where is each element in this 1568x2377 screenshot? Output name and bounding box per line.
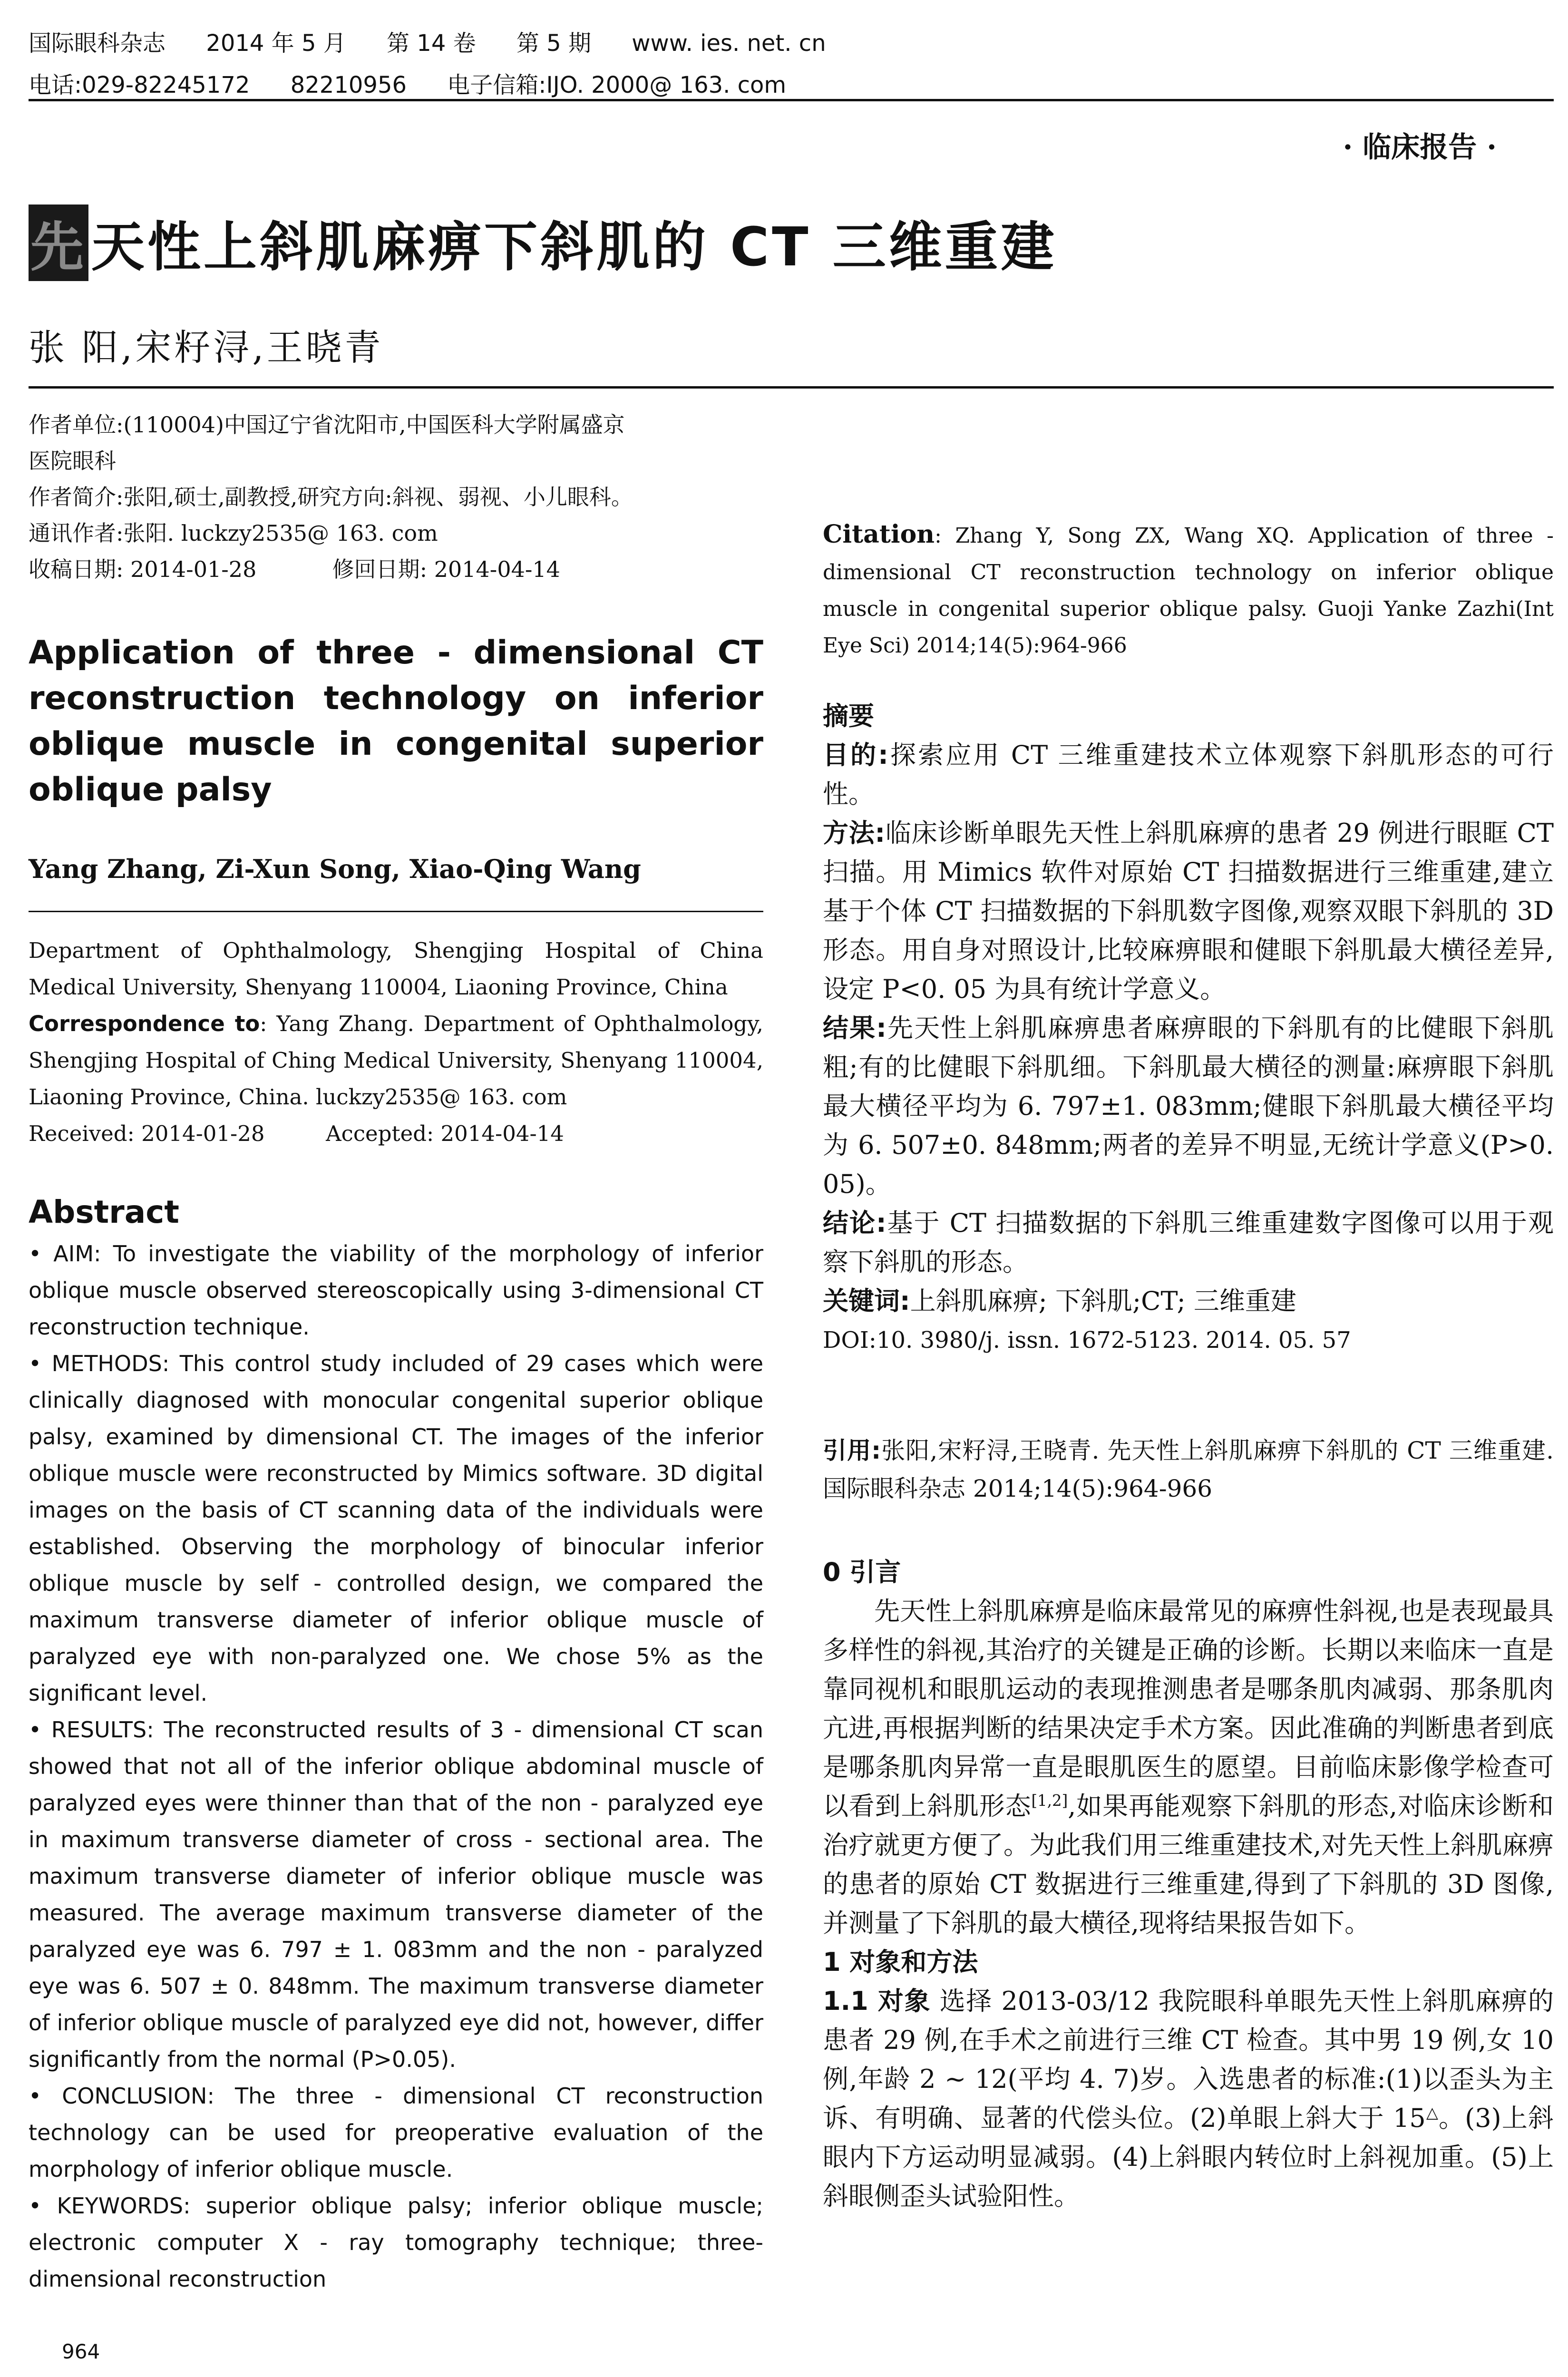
journal-email[interactable]: 电子信箱:IJO. 2000@ 163. com	[447, 72, 787, 98]
keywords-label: • KEYWORDS	[29, 2193, 184, 2219]
methods-cn-label: 方法:	[823, 818, 886, 848]
dates-cn	[29, 551, 763, 587]
aim-cn-label: 目的:	[823, 740, 888, 770]
results-cn-label: 结果:	[823, 1013, 886, 1043]
abstract-methods	[29, 1345, 763, 1712]
journal-name: 国际眼科杂志	[29, 30, 166, 57]
section-tag: · 临床报告 ·	[1343, 131, 1497, 164]
aim-label: • AIM	[29, 1241, 94, 1266]
citation-en	[823, 516, 1554, 664]
introduction	[823, 1553, 1554, 2216]
methods-subjects-paragraph	[823, 1982, 1554, 2216]
intro-paragraph	[823, 1592, 1554, 1943]
aim-cn-text: 探索应用 CT 三维重建技术立体观察下斜肌形态的可行性。	[823, 740, 1554, 809]
phone-1: 电话:029-82245172	[29, 72, 250, 98]
citation-text: : Zhang Y, Song ZX, Wang XQ. Application of three - dimensional CT reconstruction technology on inferior oblique muscle in congenital superior oblique palsy. Guoji Yanke Zazhi(Int Eye Sci) 2014;14(5):964-966	[823, 524, 1554, 658]
title-rest: 天性上斜肌麻痹下斜肌的 CT 三维重建	[91, 216, 1057, 278]
keywords-text: : superior oblique palsy; inferior oblique muscle; electronic computer X - ray tomography technique; three-dimensional reconstruction	[29, 2193, 764, 2292]
subjects-text-a: 选择 2013-03/12 我院眼科单眼先天性上斜肌麻痹的患者 29 例,在手术之前进行三维 CT 检查。其中男 19 例,女 10 例,年龄 2 ~ 12(平均 4. 7)岁。入选患者的标准:(1)以歪头为主诉、有明确、显著的代偿头位。(2)单眼上斜大于 15	[823, 1986, 1554, 2133]
conclusion-cn-text: 基于 CT 扫描数据的下斜肌三维重建数字图像可以用于观察下斜肌的形态。	[823, 1208, 1554, 1277]
affiliation-cn-1: 作者单位:(110004)中国辽宁省沈阳市,中国医科大学附属盛京	[29, 412, 625, 438]
abstract-en	[29, 1236, 763, 2298]
keywords-cn-text: 上斜肌麻痹; 下斜肌;CT; 三维重建	[910, 1286, 1296, 1316]
abstract-conclusion	[29, 2078, 763, 2188]
conclusion-label: • CONCLUSION	[29, 2083, 207, 2109]
abstract-cn-conclusion	[823, 1204, 1554, 1282]
abstract-cn-aim	[823, 736, 1554, 814]
abstract-results	[29, 1712, 763, 2078]
results-text: : The reconstructed results of 3 - dimensional CT scan showed that not all of the inferior oblique abdominal muscle of paralyzed eyes were thinner than that of the non - paralyzed eye in maximum transverse diameter of cross - sectional area. The maximum transverse diameter of inferior oblique muscle was measured. The average maximum transverse diameter of the paralyzed eye was 6. 797 ± 1. 083mm and the non - paralyzed eye was 6. 507 ± 0. 848mm. The maximum transverse diameter of inferior oblique muscle of paralyzed eye did not, however, differ significantly from the normal (P>0.05).	[29, 1717, 763, 2072]
article-title	[29, 205, 1057, 281]
dates-en	[29, 1115, 763, 1152]
keywords-cn-label: 关键词:	[823, 1286, 910, 1316]
abstract-cn-methods	[823, 814, 1554, 1009]
affiliation-en	[29, 932, 763, 1152]
intro-reference[interactable]: [1,2]	[1031, 1792, 1068, 1810]
abstract-cn-keywords	[823, 1282, 1554, 1321]
revised-cn: 修回日期: 2014-04-14	[332, 556, 560, 582]
issue-number: 第 5 期	[516, 30, 591, 57]
intro-text-b: ,如果再能观察下斜肌的形态,对临床诊断和治疗就更方便了。为此我们用三维重建技术,对先天性上斜肌麻痹的患者的原始 CT 数据进行三维重建,得到了下斜肌的 3D 图像,并测量了下斜肌的最大横径,现将结果报告如下。	[823, 1791, 1554, 1938]
affiliation-cn-2: 医院眼科	[29, 448, 116, 474]
correspondence-en-label: Correspondence to	[29, 1011, 260, 1036]
received-cn: 收稿日期: 2014-01-28	[29, 556, 257, 582]
authors-cn: 张 阳,宋籽浔,王晓青	[29, 326, 384, 369]
results-cn-text: 先天性上斜肌麻痹患者麻痹眼的下斜肌有的比健眼下斜肌粗;有的比健眼下斜肌细。下斜肌最大横径的测量:麻痹眼下斜肌最大横径平均为 6. 797±1. 083mm;健眼下斜肌最大横径平均为 6. 507±0. 848mm;两者的差异不明显,无统计学意义(P>0. 05)。	[823, 1013, 1554, 1199]
subjects-label: 1.1 对象	[823, 1986, 931, 2016]
conclusion-text: : The three - dimensional CT reconstruction technology can be used for preoperative evaluation of the morphology of inferior oblique muscle.	[29, 2083, 763, 2182]
bio-cn: 作者简介:张阳,硕士,副教授,研究方向:斜视、弱视、小儿眼科。	[29, 484, 633, 510]
methods-label: • METHODS	[29, 1351, 162, 1376]
intro-text-a: 先天性上斜肌麻痹是临床最常见的麻痹性斜视,也是表现最具多样性的斜视,其治疗的关键是正确的诊断。长期以来临床一直是靠同视机和眼肌运动的表现推测患者是哪条肌肉减弱、那条肌肉亢进,再根据判断的结果决定手术方案。因此准确的判断患者到底是哪条肌肉异常一直是眼肌医生的愿望。目前临床影像学检查可以看到上斜肌形态	[823, 1596, 1554, 1821]
volume: 第 14 卷	[387, 30, 476, 57]
journal-header-line-1	[29, 25, 859, 58]
english-authors-rule	[29, 911, 763, 912]
intro-heading: 0 引言	[823, 1557, 901, 1587]
citation-cn	[823, 1432, 1554, 1508]
received-en: Received: 2014-01-28	[29, 1121, 265, 1146]
header-rule	[29, 99, 1554, 101]
journal-header-line-2	[29, 67, 819, 99]
abstract-cn	[823, 697, 1554, 1360]
abstract-cn-results	[823, 1009, 1554, 1204]
title-first-char: 先	[29, 205, 88, 281]
citation-cn-text: 张阳,宋籽浔,王晓青. 先天性上斜肌麻痹下斜肌的 CT 三维重建. 国际眼科杂志 2014;14(5):964-966	[823, 1437, 1554, 1502]
conclusion-cn-label: 结论:	[823, 1208, 886, 1238]
abstract-cn-heading: 摘要	[823, 701, 874, 731]
citation-cn-label: 引用:	[823, 1437, 881, 1464]
methods-section-heading: 1 对象和方法	[823, 1947, 978, 1977]
subjects-text-b: 。(3)上斜眼内下方运动明显减弱。(4)上斜眼内转位时上斜视加重。(5)上斜眼侧歪头试验阳性。	[823, 2103, 1554, 2211]
authors-rule	[29, 386, 1554, 389]
accepted-en: Accepted: 2014-04-14	[326, 1121, 564, 1146]
abstract-keywords	[29, 2188, 763, 2298]
doi[interactable]: DOI:10. 3980/j. issn. 1672-5123. 2014. 05. 57	[823, 1327, 1351, 1354]
aim-text: : To investigate the viability of the morphology of inferior oblique muscle observed stereoscopically using 3-dimensional CT reconstruction technique.	[29, 1241, 763, 1340]
journal-website[interactable]: www. ies. net. cn	[632, 30, 826, 57]
issue-date: 2014 年 5 月	[206, 30, 346, 57]
abstract-heading: Abstract	[29, 1194, 179, 1230]
correspondence-en-text: : Yang Zhang. Department of Ophthalmology, Shengjing Hospital of Ching Medical University, Shenyang 110004, Liaoning Province, China. luckzy2535@ 163. com	[29, 1011, 763, 1110]
prism-diopter-symbol: △	[1425, 2104, 1439, 2122]
meta-cn	[29, 407, 763, 587]
page-number: 964	[62, 2340, 100, 2363]
english-authors: Yang Zhang, Zi-Xun Song, Xiao-Qing Wang	[29, 854, 641, 884]
correspondence-en	[29, 1005, 763, 1115]
methods-text: : This control study included of 29 cases which were clinically diagnosed with monocular congenital superior oblique palsy, examined by dimensional CT. The images of the inferior oblique muscle were reconstructed by Mimics software. 3D digital images on the basis of CT scanning data of the individuals were established. Observing the morphology of binocular inferior oblique muscle by self - controlled design, we compared the maximum transverse diameter of inferior oblique muscle of paralyzed eye with non-paralyzed one. We chose 5% as the significant level.	[29, 1351, 763, 1706]
english-title: Application of three - dimensional CT reconstruction technology on inferior oblique muscle in congenital superior oblique palsy	[29, 634, 763, 809]
department-en: Department of Ophthalmology, Shengjing Hospital of China Medical University, Shenyang 110004, Liaoning Province, China	[29, 938, 763, 1000]
methods-cn-text: 临床诊断单眼先天性上斜肌麻痹的患者 29 例进行眼眶 CT 扫描。用 Mimics 软件对原始 CT 扫描数据进行三维重建,建立基于个体 CT 扫描数据的下斜肌数字图像,观察双眼下斜肌的 3D 形态。用自身对照设计,比较麻痹眼和健眼下斜肌最大横径差异,设定 P<0. 05 为具有统计学意义。	[823, 818, 1554, 1004]
abstract-aim	[29, 1236, 763, 1345]
results-label: • RESULTS	[29, 1717, 147, 1743]
citation-label: Citation	[823, 520, 935, 549]
phone-2: 82210956	[290, 72, 407, 98]
correspondence-cn: 通讯作者:张阳. luckzy2535@ 163. com	[29, 520, 438, 546]
